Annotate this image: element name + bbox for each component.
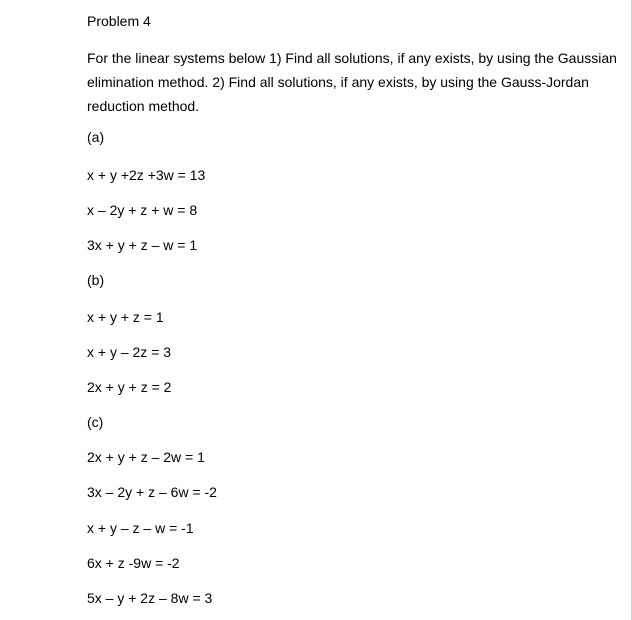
part-a-equation-2: x – 2y + z + w = 8: [87, 202, 198, 218]
problem-title: Problem 4: [87, 13, 151, 29]
problem-instructions: For the linear systems below 1) Find all solutions, if any exists, by using the Gaussian elimination method. 2) Find all solutions, if any exists, by using the Gauss-Jordan reduction method.: [87, 50, 617, 114]
part-a-equation-1: x + y +2z +3w = 13: [87, 167, 206, 183]
part-a-label: (a): [87, 129, 105, 145]
part-c-label: (c): [87, 414, 104, 430]
part-a-equation-3: 3x + y + z – w = 1: [87, 237, 198, 253]
part-b-equation-2: x + y – 2z = 3: [87, 344, 172, 360]
part-c-equation-1: 2x + y + z – 2w = 1: [87, 449, 205, 465]
part-b-equation-1: x + y + z = 1: [87, 309, 164, 325]
part-c-equation-3: x + y – z – w = -1: [87, 520, 194, 536]
part-c-equation-5: 5x – y + 2z – 8w = 3: [87, 590, 213, 606]
part-b-equation-3: 2x + y + z = 2: [87, 379, 172, 395]
problem-content: [87, 11, 617, 606]
part-b-label: (b): [87, 272, 105, 288]
part-c-equation-4: 6x + z -9w = -2: [87, 555, 180, 571]
part-c-equation-2: 3x – 2y + z – 6w = -2: [87, 484, 217, 500]
